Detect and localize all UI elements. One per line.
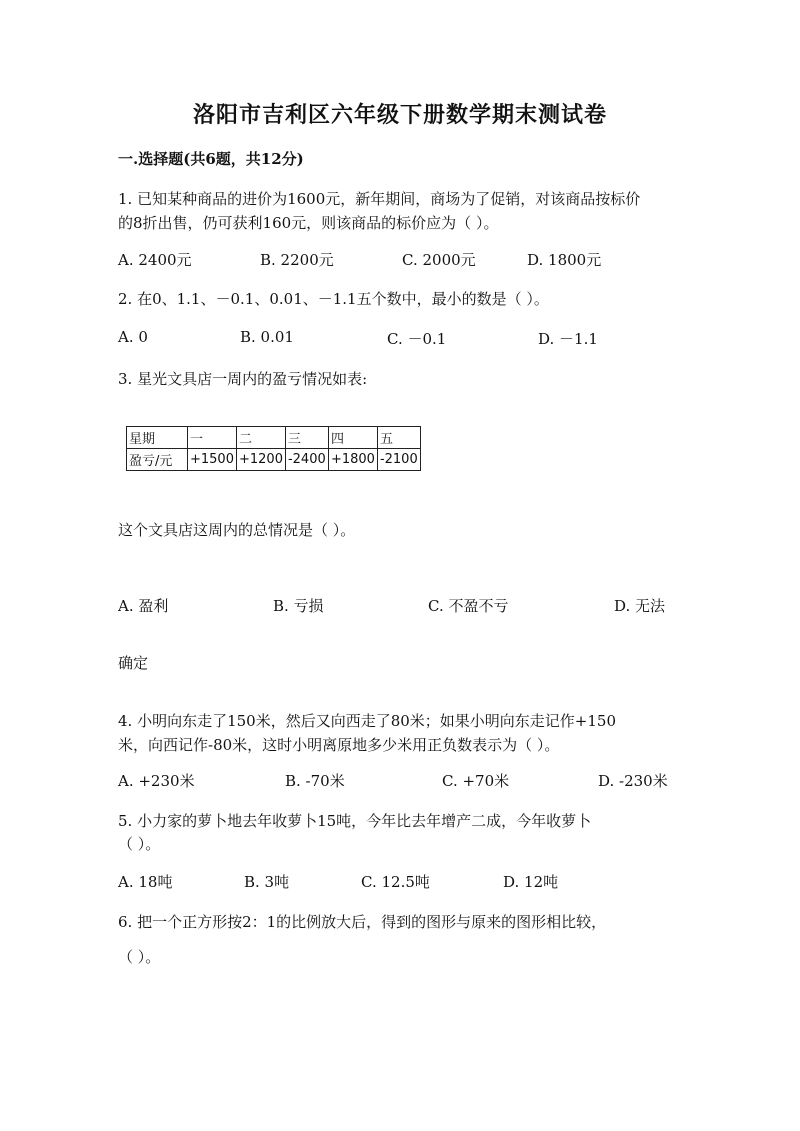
question-2-option-c[interactable]: C. －0.1: [387, 330, 447, 348]
table-row: [127, 449, 421, 471]
question-5-option-a[interactable]: A. 18吨: [118, 873, 173, 891]
section-heading: 一.选择题(共6题，共12分): [118, 150, 304, 168]
question-5-line-1: 5. 小力家的萝卜地去年收萝卜15吨，今年比去年增产二成，今年收萝卜: [118, 812, 592, 830]
question-4-line-1: 4. 小明向东走了150米，然后又向西走了80米；如果小明向东走记作+150: [118, 712, 616, 730]
table-cell: -2400: [285, 449, 328, 471]
question-3-option-b[interactable]: B. 亏损: [273, 597, 324, 615]
question-3-line-3: 确定: [118, 654, 149, 672]
question-3-line-1: 3. 星光文具店一周内的盈亏情况如表:: [118, 370, 368, 388]
question-1-option-d[interactable]: D. 1800元: [527, 251, 602, 269]
table-cell: -2100: [377, 449, 420, 471]
table-cell: 星期: [127, 427, 188, 449]
question-2-option-d[interactable]: D. －1.1: [538, 330, 598, 348]
table-cell: 五: [377, 427, 420, 449]
question-4-option-d[interactable]: D. -230米: [598, 772, 668, 790]
question-3-option-c[interactable]: C. 不盈不亏: [428, 597, 509, 615]
question-3-option-a[interactable]: A. 盈利: [118, 597, 169, 615]
table-cell: +1200: [236, 449, 285, 471]
question-1-option-c[interactable]: C. 2000元: [402, 251, 476, 269]
table-cell: 三: [285, 427, 328, 449]
question-4-option-c[interactable]: C. +70米: [442, 772, 510, 790]
question-5-option-b[interactable]: B. 3吨: [244, 873, 290, 891]
question-5-option-c[interactable]: C. 12.5吨: [361, 873, 430, 891]
question-2-line-1: 2. 在0、1.1、－0.1、0.01、－1.1五个数中，最小的数是（ ）。: [118, 290, 549, 308]
table-cell: 二: [236, 427, 285, 449]
table-cell: +1500: [188, 449, 237, 471]
table-cell: 四: [328, 427, 377, 449]
table-header-row: [127, 427, 421, 449]
question-1-line-1: 1. 已知某种商品的进价为1600元，新年期间，商场为了促销，对该商品按标价: [118, 190, 641, 208]
question-6-line-1: 6. 把一个正方形按2：1的比例放大后，得到的图形与原来的图形相比较，: [118, 913, 607, 931]
question-1-line-2: 的8折出售，仍可获利160元，则该商品的标价应为（ ）。: [118, 214, 499, 232]
question-2-option-b[interactable]: B. 0.01: [240, 328, 294, 346]
question-4-option-a[interactable]: A. +230米: [118, 772, 195, 790]
table-cell: 盈亏/元: [127, 449, 188, 471]
question-1-option-a[interactable]: A. 2400元: [118, 251, 192, 269]
question-5-line-2: （ ）。: [118, 835, 161, 853]
table-cell: 一: [188, 427, 237, 449]
profit-loss-table: [126, 426, 421, 471]
table-cell: +1800: [328, 449, 377, 471]
question-4-option-b[interactable]: B. -70米: [285, 772, 345, 790]
question-2-option-a[interactable]: A. 0: [118, 328, 148, 346]
question-4-line-2: 米，向西记作-80米，这时小明离原地多少米用正负数表示为（ ）。: [118, 736, 560, 754]
question-3-option-d[interactable]: D. 无法: [614, 597, 666, 615]
question-5-option-d[interactable]: D. 12吨: [503, 873, 559, 891]
page-title: 洛阳市吉利区六年级下册数学期末测试卷: [192, 102, 607, 128]
question-3-line-2: 这个文具店这周内的总情况是（ ）。: [118, 521, 356, 539]
question-1-option-b[interactable]: B. 2200元: [260, 251, 334, 269]
question-6-line-2: （ ）。: [118, 948, 161, 966]
